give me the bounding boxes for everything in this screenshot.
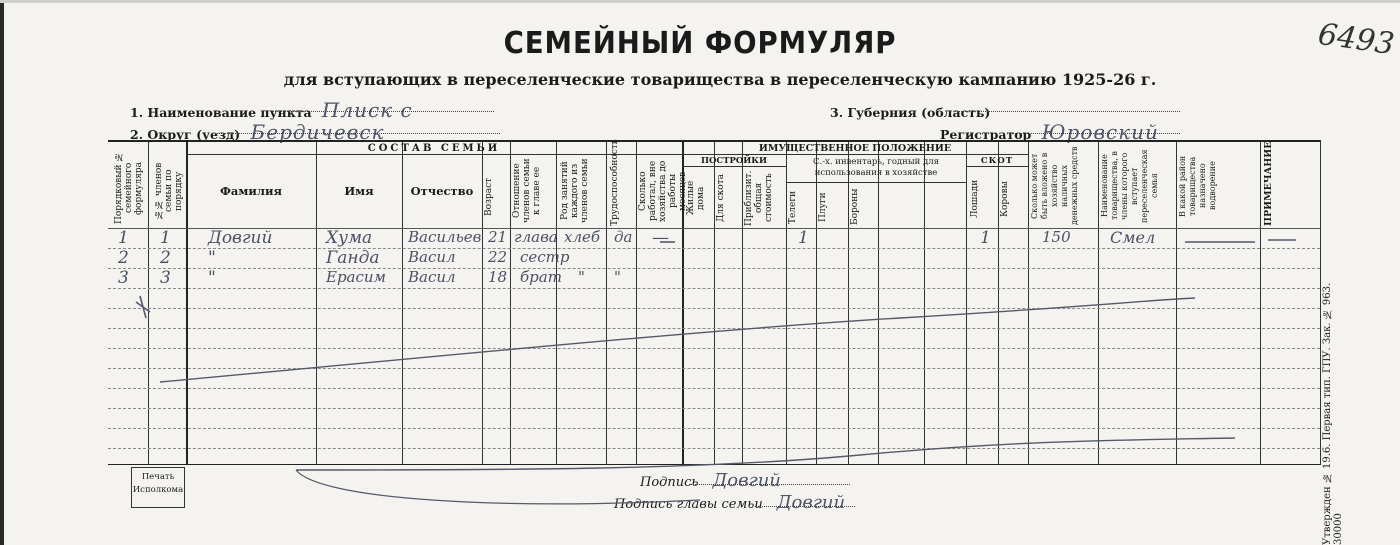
row2-surname: " [208, 248, 216, 268]
row1-capacity: да [614, 228, 633, 246]
row3-name: Ерасим [326, 268, 386, 286]
group-livestock: СКОТ [980, 156, 1014, 166]
province-label: 3. Губерния (область) [830, 105, 991, 120]
col-header-notes: ПРИМЕЧАНИЕ [1263, 141, 1274, 226]
head-signature-value: Довгий [776, 492, 846, 513]
row2-order: 2 [118, 248, 129, 268]
row1-surname: Довгий [208, 228, 273, 248]
row1-age: 21 [488, 228, 508, 246]
strike-loop [296, 470, 700, 504]
row3-patronymic: Васил [408, 268, 456, 286]
row3-member: 3 [160, 268, 171, 288]
form-title: СЕМЕЙНЫЙ ФОРМУЛЯР [503, 26, 897, 61]
row1-order: 1 [118, 228, 129, 248]
row1-work: — [652, 228, 669, 248]
col-header-order: Порядковый № семейного формуляра [114, 151, 144, 225]
col-header-occupation: Род занятий каждого из членов семьи [560, 158, 590, 224]
group-inventory: С.-х. инвентарь, годный для использования в хозяйстве [813, 157, 939, 178]
col-header-cash: Сколько может быть вложено в хозяйство наличных денежных средств [1030, 146, 1079, 226]
point-value: Плиск с [321, 98, 413, 122]
row1-name: Хума [326, 228, 373, 248]
col-header-age: Возраст [484, 177, 494, 217]
col-header-patronymic: Отчество [410, 184, 474, 198]
col-header-value: Приблизит. общая стоимость [744, 170, 774, 226]
strike-line-upper [160, 298, 1195, 382]
margin-mark [136, 296, 150, 318]
print-info: Утвержден № 19.6. Первая тип. ГПУ. Зак. № 963. 30000 [1322, 282, 1344, 545]
page-number: 6493 [1315, 16, 1397, 63]
point-label: 1. Наименование пункта [130, 105, 312, 120]
seal-box: Печать Исполкома [131, 467, 185, 508]
row3-occupation: " [578, 268, 585, 286]
col-header-surname: Фамилия [219, 184, 282, 198]
head-signature-label: Подпись главы семьи [614, 497, 763, 512]
group-buildings: ПОСТРОЙКИ [700, 156, 768, 166]
col-header-name: Имя [344, 184, 374, 198]
col-header-relation: Отношение членов семьи к главе ее [512, 158, 542, 224]
row1-carts: 1 [798, 228, 809, 248]
col-header-ploughs: Плуги [818, 192, 828, 222]
col-header-capacity: Трудоспособность [610, 139, 620, 226]
col-header-work: Сколько работал, вне хозяйства до работы месяцев [638, 160, 688, 222]
row1-relation: глава [514, 228, 558, 246]
strike-line-lower [296, 438, 1235, 470]
col-header-horses: Лошади [970, 179, 980, 219]
col-header-cows: Коровы [1000, 181, 1010, 217]
registrar-value: Юровский [1041, 120, 1159, 144]
col-header-cattle-shed: Для скота [716, 174, 726, 223]
signature-value: Довгий [712, 470, 781, 491]
row1-patronymic: Васильев [408, 228, 482, 246]
group-family: СОСТАВ СЕМЬИ [367, 143, 501, 154]
row2-patronymic: Васил [408, 248, 456, 266]
col-header-member: №№ членов семьи по порядку [154, 162, 184, 220]
row3-order: 3 [118, 268, 129, 288]
row1-member: 1 [160, 228, 171, 248]
row2-age: 22 [488, 248, 508, 266]
row1-cash: 150 [1042, 228, 1071, 246]
district-value: Бердичевск [250, 120, 385, 144]
form-subtitle: для вступающих в переселенческие товарищества в переселенческую кампанию 1925-26 г. [283, 70, 1157, 89]
col-header-house: Жилые дома [686, 180, 706, 216]
row3-age: 18 [488, 268, 508, 286]
registrar-label: Регистратор [940, 127, 1032, 142]
district-label: 2. Округ (уезд) [130, 127, 241, 142]
row2-name: Ганда [326, 248, 380, 268]
row3-relation: брат [520, 268, 562, 286]
row3-surname: " [208, 268, 216, 288]
dash-marks [1185, 240, 1296, 242]
row1-partnership: Смел [1110, 228, 1156, 247]
row2-member: 2 [160, 248, 171, 268]
signature-label: Подпись [640, 475, 699, 490]
group-property: ИМУЩЕСТВЕННОЕ ПОЛОЖЕНИЕ [758, 143, 952, 154]
row1-horses: 1 [980, 228, 991, 248]
col-header-harrows: Бороны [850, 188, 860, 226]
col-header-region: В какой район товарищества назначено водворение [1178, 155, 1217, 217]
row3-capacity: " [614, 268, 621, 286]
row2-relation: сестр [520, 248, 570, 266]
col-header-partnership: Наименование товарищества, в члены которого вступает переселенческая семья [1100, 149, 1159, 223]
row1-occupation: хлеб [564, 228, 601, 246]
col-header-carts: Телеги [788, 190, 798, 224]
